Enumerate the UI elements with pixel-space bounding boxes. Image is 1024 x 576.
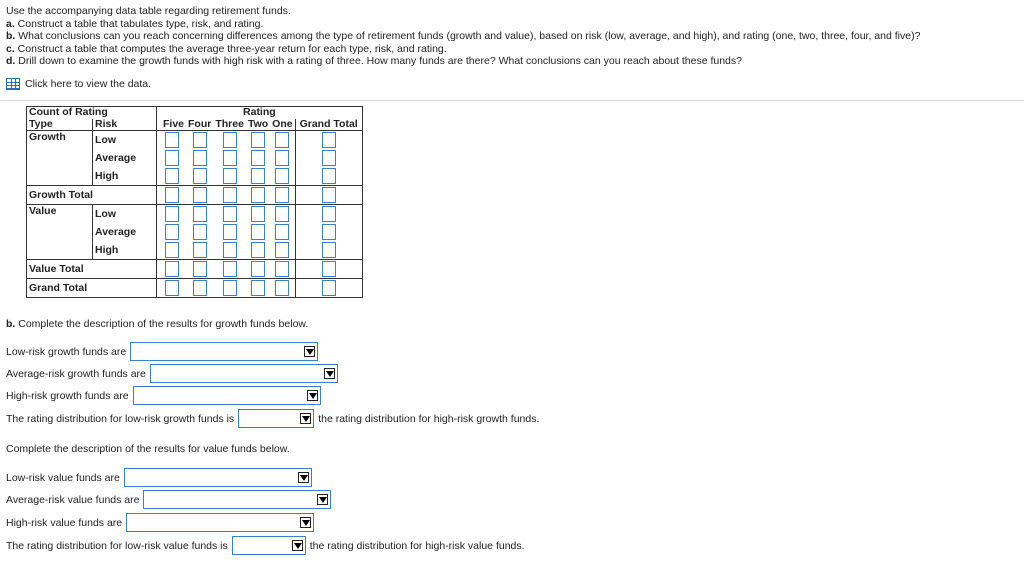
value-dist-dropdown[interactable]: [232, 536, 306, 555]
answer-input[interactable]: [223, 280, 237, 296]
answer-input[interactable]: [322, 224, 336, 240]
value-high-label: High-risk value funds are: [6, 516, 123, 529]
growth-total-label: Growth Total: [27, 186, 157, 205]
value-avg-dropdown[interactable]: [143, 490, 331, 509]
answer-input[interactable]: [275, 261, 289, 277]
growth-dist-suffix: the rating distribution for high-risk growth funds.: [318, 412, 540, 425]
chevron-down-icon: [300, 413, 311, 424]
answer-input[interactable]: [223, 261, 237, 277]
value-heading: Complete the description of the results for value funds below.: [6, 443, 290, 455]
answer-input[interactable]: [165, 132, 179, 148]
growth-low-label: Low-risk growth funds are: [6, 345, 127, 358]
growth-low-dropdown[interactable]: [130, 342, 318, 361]
value-avg-row: [6, 490, 331, 509]
instruction-d: d. Drill down to examine the growth funds with high risk with a rating of three. How many funds are there? What conclusions can you reach about these funds?: [6, 55, 742, 67]
col-five: Five: [157, 119, 187, 131]
answer-input[interactable]: [275, 187, 289, 203]
answer-input[interactable]: [193, 261, 207, 277]
risk-label: Low: [93, 131, 157, 150]
answer-input[interactable]: [193, 280, 207, 296]
answer-input[interactable]: [275, 242, 289, 258]
corner-label: Count of Rating: [27, 107, 157, 119]
growth-high-row: [6, 386, 321, 405]
answer-input[interactable]: [223, 224, 237, 240]
growth-label: Growth: [27, 131, 93, 186]
answer-input[interactable]: [223, 206, 237, 222]
view-data-link[interactable]: [6, 78, 151, 90]
growth-dist-label: The rating distribution for low-risk growth funds is: [6, 412, 235, 425]
instruction-b: b. What conclusions can you reach concerning differences among the type of retirement funds (growth and value), based on risk (low, average, and high), and rating (one, two, three, four, and five)?: [6, 30, 921, 42]
value-dist-row: [6, 536, 525, 555]
chevron-down-icon: [304, 346, 315, 357]
answer-input[interactable]: [275, 150, 289, 166]
answer-input[interactable]: [193, 224, 207, 240]
growth-avg-label: Average-risk growth funds are: [6, 367, 146, 380]
answer-input[interactable]: [322, 261, 336, 277]
answer-input[interactable]: [165, 224, 179, 240]
chevron-down-icon: [298, 472, 309, 483]
answer-input[interactable]: [251, 242, 265, 258]
answer-input[interactable]: [193, 242, 207, 258]
answer-input[interactable]: [223, 187, 237, 203]
value-low-label: Low-risk value funds are: [6, 471, 120, 484]
growth-high-dropdown[interactable]: [133, 386, 321, 405]
section-b-heading: b. Complete the description of the results for growth funds below.: [6, 318, 309, 330]
col-one: One: [270, 119, 295, 131]
value-avg-label: Average-risk value funds are: [6, 493, 140, 506]
growth-low-row: [6, 342, 318, 361]
answer-input[interactable]: [223, 242, 237, 258]
chevron-down-icon: [307, 390, 318, 401]
pivot-table: [26, 106, 363, 298]
value-total-label: Value Total: [27, 260, 157, 279]
answer-input[interactable]: [251, 168, 265, 184]
risk-label: Average: [93, 223, 157, 241]
value-dist-suffix: the rating distribution for high-risk value funds.: [309, 539, 525, 552]
instruction-a: a. Construct a table that tabulates type, risk, and rating.: [6, 17, 264, 30]
answer-input[interactable]: [322, 206, 336, 222]
answer-input[interactable]: [322, 187, 336, 203]
chevron-down-icon: [292, 540, 303, 551]
risk-label: High: [93, 167, 157, 186]
answer-input[interactable]: [165, 187, 179, 203]
answer-input[interactable]: [251, 224, 265, 240]
risk-label: Average: [93, 149, 157, 167]
answer-input[interactable]: [275, 206, 289, 222]
answer-input[interactable]: [165, 242, 179, 258]
answer-input[interactable]: [322, 132, 336, 148]
answer-input[interactable]: [223, 132, 237, 148]
answer-input[interactable]: [322, 242, 336, 258]
chevron-down-icon: [317, 494, 328, 505]
answer-input[interactable]: [322, 168, 336, 184]
answer-input[interactable]: [251, 261, 265, 277]
instructions-intro: Use the accompanying data table regarding retirement funds.: [6, 5, 291, 17]
answer-input[interactable]: [193, 206, 207, 222]
answer-input[interactable]: [193, 187, 207, 203]
growth-dist-row: [6, 409, 539, 428]
value-label: Value: [27, 205, 93, 260]
chevron-down-icon: [300, 517, 311, 528]
instructions: [6, 5, 920, 68]
table-icon: [6, 78, 20, 90]
answer-input[interactable]: [251, 280, 265, 296]
answer-input[interactable]: [275, 224, 289, 240]
value-dist-label: The rating distribution for low-risk value funds is: [6, 539, 228, 552]
value-low-dropdown[interactable]: [124, 468, 312, 487]
col-three: Three: [215, 117, 244, 130]
answer-input[interactable]: [165, 206, 179, 222]
col-grand-total: Grand Total: [295, 119, 362, 131]
answer-input[interactable]: [165, 280, 179, 296]
answer-input[interactable]: [223, 168, 237, 184]
growth-avg-row: [6, 364, 338, 383]
risk-label: Low: [93, 205, 157, 224]
growth-high-label: High-risk growth funds are: [6, 389, 129, 402]
answer-input[interactable]: [322, 280, 336, 296]
answer-input[interactable]: [165, 150, 179, 166]
answer-input[interactable]: [275, 132, 289, 148]
view-data-label: Click here to view the data.: [25, 78, 152, 90]
answer-input[interactable]: [275, 280, 289, 296]
answer-input[interactable]: [223, 150, 237, 166]
risk-label: High: [93, 241, 157, 260]
answer-input[interactable]: [251, 206, 265, 222]
col-four: Four: [188, 117, 212, 130]
answer-input[interactable]: [165, 261, 179, 277]
answer-input[interactable]: [193, 150, 207, 166]
type-header: Type: [27, 119, 93, 131]
answer-input[interactable]: [251, 187, 265, 203]
answer-input[interactable]: [251, 132, 265, 148]
divider: [0, 100, 1024, 101]
answer-input[interactable]: [193, 132, 207, 148]
col-two: Two: [247, 117, 269, 130]
answer-input[interactable]: [251, 150, 265, 166]
value-high-row: [6, 513, 314, 532]
instruction-c: c. Construct a table that computes the average three-year return for each type, risk, and rating.: [6, 42, 447, 55]
growth-dist-dropdown[interactable]: [238, 409, 314, 428]
grand-total-label: Grand Total: [27, 279, 157, 298]
answer-input[interactable]: [165, 168, 179, 184]
answer-input[interactable]: [193, 168, 207, 184]
answer-input[interactable]: [275, 168, 289, 184]
answer-input[interactable]: [322, 150, 336, 166]
value-low-row: [6, 468, 312, 487]
growth-avg-dropdown[interactable]: [150, 364, 338, 383]
risk-header: Risk: [93, 119, 157, 131]
value-high-dropdown[interactable]: [126, 513, 314, 532]
rating-header: Rating: [157, 107, 363, 119]
chevron-down-icon: [324, 368, 335, 379]
